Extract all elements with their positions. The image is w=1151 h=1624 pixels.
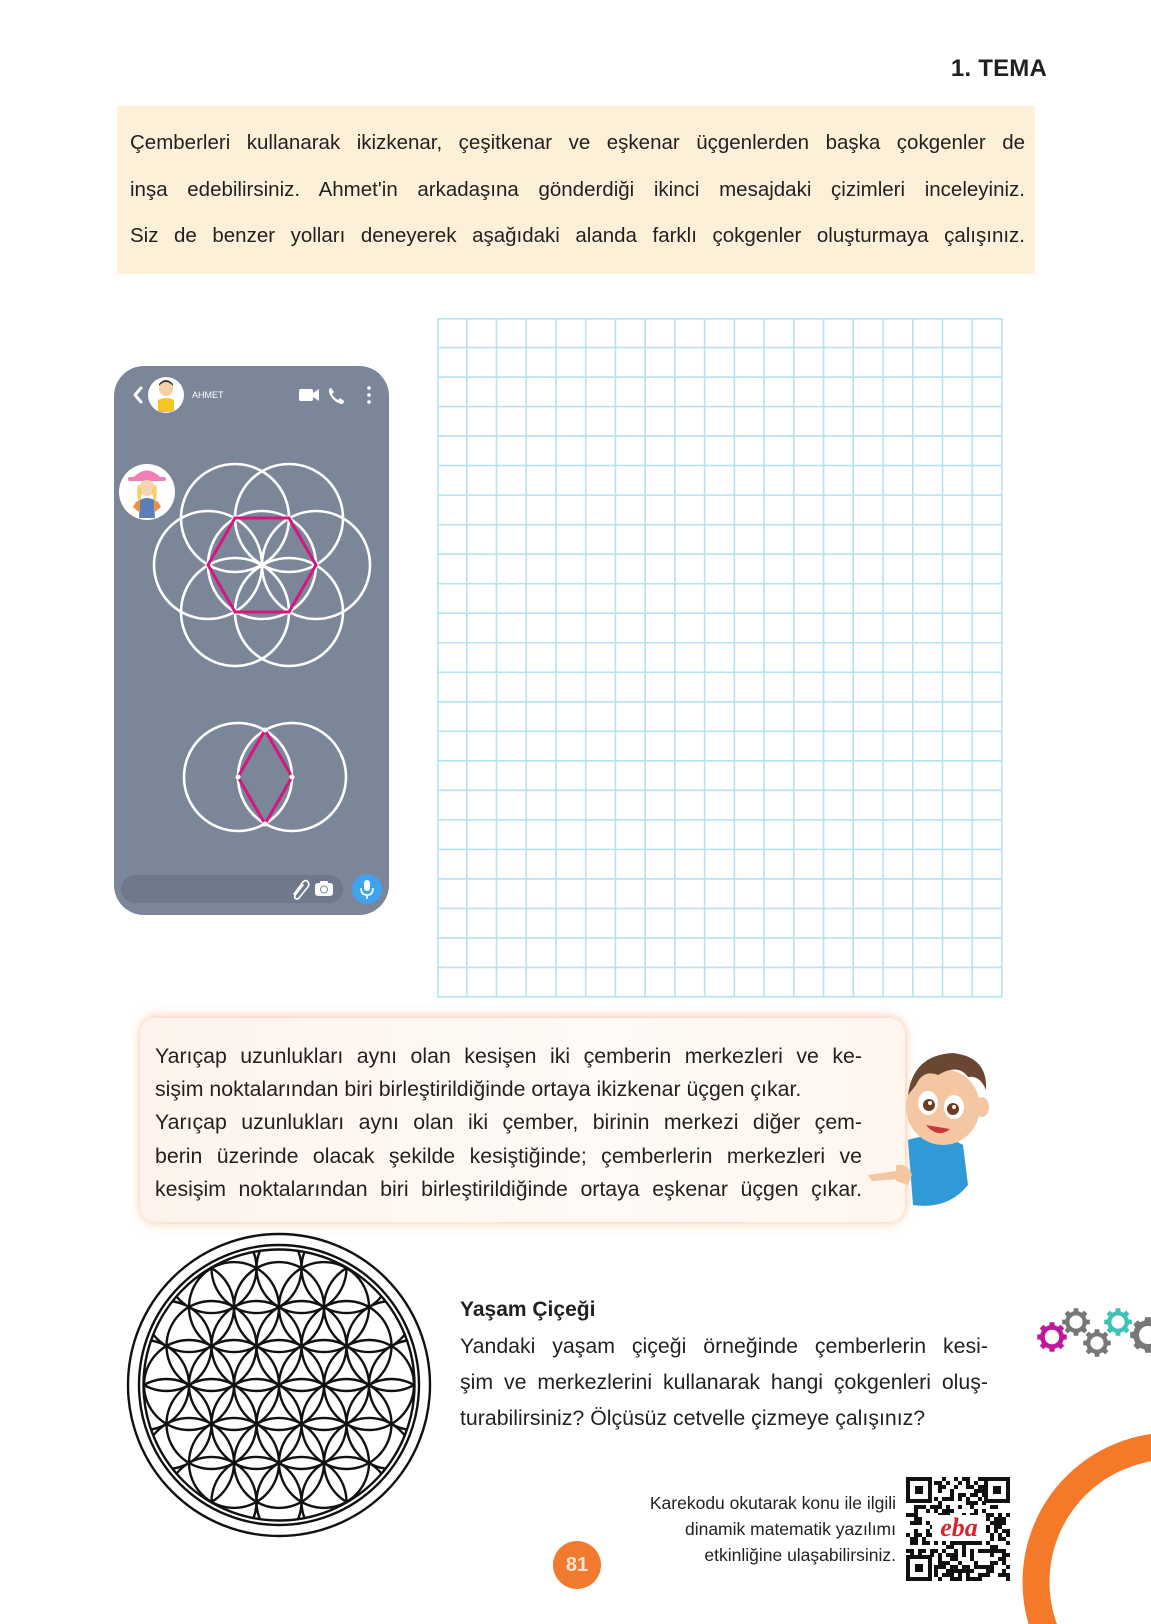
- video-call-icon[interactable]: [299, 389, 319, 401]
- intro-box: [117, 106, 1035, 274]
- camera-icon[interactable]: [315, 881, 333, 896]
- intro-line: Çemberleri kullanarak ikizkenar, çeşitkenar ve eşkenar üçgenlerden başka çokgenler de: [130, 131, 1025, 154]
- phone-chat-mockup: [114, 366, 389, 915]
- more-vertical-icon[interactable]: [367, 386, 371, 404]
- theme-label: 1. TEMA: [950, 55, 1047, 82]
- flower-of-life-text: [460, 1328, 988, 1436]
- eba-logo: eba: [940, 1513, 978, 1542]
- gears-decoration: [1030, 1300, 1151, 1360]
- flower-line: turabilirsiniz? Ölçüsüz cetvelle çizmeye çalışınız?: [460, 1406, 926, 1430]
- flower-of-life-illustration: [125, 1230, 435, 1540]
- phone-call-icon[interactable]: [329, 388, 344, 404]
- qr-note-line: etkinliğine ulaşabilirsiniz.: [704, 1545, 896, 1565]
- info-line: sişim noktalarından biri birleştirildiğinde ortaya ikizkenar üçgen çıkar.: [155, 1077, 802, 1102]
- avatar-ahmet[interactable]: [148, 377, 184, 413]
- drawing-grid[interactable]: [437, 318, 1003, 998]
- intro-line: Siz de benzer yolları deneyerek aşağıdaki alanda farklı çokgenler oluşturmaya çalışınız.: [130, 224, 1025, 247]
- info-callout: [140, 1018, 905, 1222]
- info-callout-text: [155, 1040, 862, 1206]
- info-line: kesişim noktalarından biri birleştirildiğinde ortaya eşkenar üçgen çıkar.: [155, 1176, 862, 1201]
- flower-line: Yandaki yaşam çiçeği örneğinde çemberlerin kesi-: [460, 1334, 988, 1358]
- microphone-button[interactable]: [352, 874, 382, 904]
- qr-note-line: dinamik matematik yazılımı: [684, 1519, 896, 1539]
- page-number: 81: [553, 1541, 601, 1589]
- boy-character-illustration: [868, 1035, 1008, 1215]
- contact-name: AHMET: [192, 390, 224, 400]
- qr-note: [650, 1490, 896, 1568]
- back-chevron-icon[interactable]: [135, 388, 141, 402]
- flower-of-life-title: Yaşam Çiçeği: [460, 1298, 596, 1321]
- orange-arc-decoration: [1000, 1420, 1151, 1624]
- intro-text: [130, 120, 1025, 260]
- message-input[interactable]: [121, 875, 343, 903]
- info-line: Yarıçap uzunlukları aynı olan iki çember, birinin merkezi diğer çem-: [155, 1110, 862, 1135]
- intro-line: inşa edebilirsiniz. Ahmet'in arkadaşına gönderdiği ikinci mesajdaki çizimleri inceleyiniz.: [130, 177, 1025, 201]
- info-line: Yarıçap uzunlukları aynı olan kesişen iki çemberin merkezleri ve ke-: [155, 1044, 862, 1068]
- avatar-girl: [119, 464, 175, 520]
- qr-note-line: Karekodu okutarak konu ile ilgili: [649, 1493, 896, 1513]
- info-line: berin üzerinde olacak şekilde kesiştiğinde; çemberlerin merkezleri ve: [155, 1143, 862, 1168]
- rhombus-highlight: [238, 730, 292, 824]
- two-circles-drawing: [184, 723, 346, 831]
- qr-code[interactable]: [906, 1477, 1010, 1581]
- flower-line: şim ve merkezlerini kullanarak hangi çokgenleri oluş-: [460, 1370, 988, 1394]
- seed-of-life-drawing: [154, 464, 370, 666]
